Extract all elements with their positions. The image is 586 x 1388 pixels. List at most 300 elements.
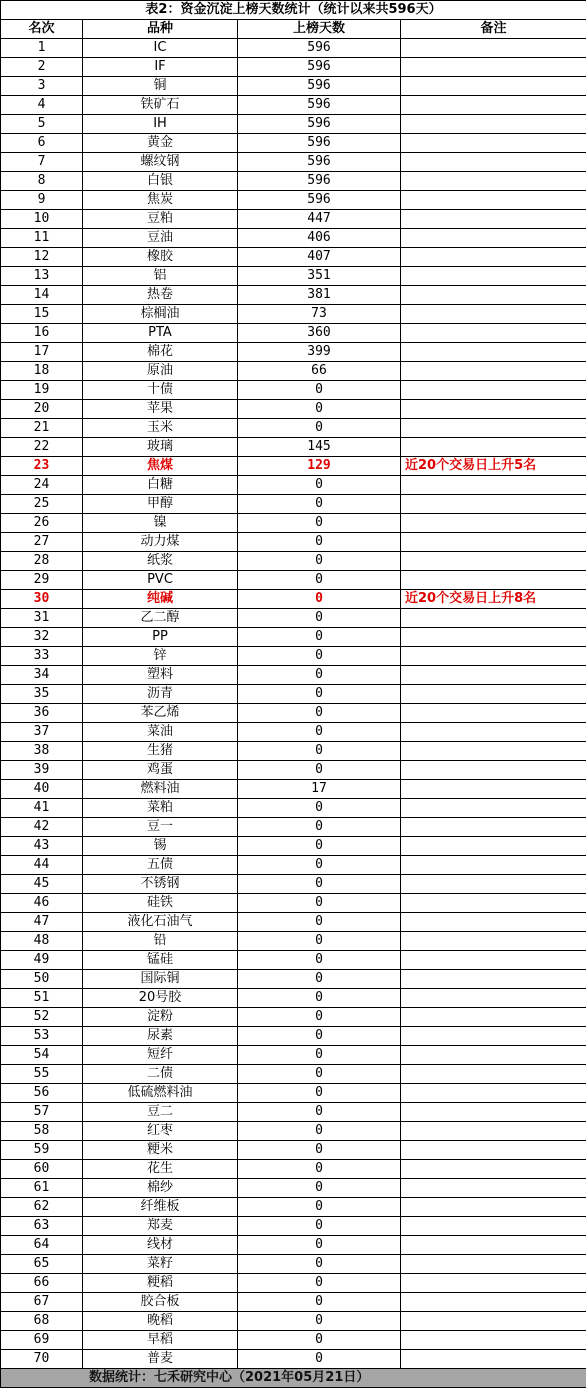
days-cell: 0: [238, 723, 401, 742]
table-row: [1, 514, 586, 533]
days-cell: 0: [238, 1350, 401, 1369]
note-cell: [401, 286, 586, 305]
rank-cell: 8: [1, 172, 83, 191]
table-row: [1, 685, 586, 704]
rank-cell: 43: [1, 837, 83, 856]
table-row: [1, 970, 586, 989]
header-variety: 品种: [83, 20, 238, 39]
table-row: [1, 1046, 586, 1065]
days-cell: 0: [238, 894, 401, 913]
variety-cell: 原油: [83, 362, 238, 381]
table-row: [1, 571, 586, 590]
note-cell: [401, 1027, 586, 1046]
rank-cell: 16: [1, 324, 83, 343]
days-cell: 0: [238, 837, 401, 856]
note-cell: [401, 571, 586, 590]
variety-cell: 燃料油: [83, 780, 238, 799]
days-cell: 351: [238, 267, 401, 286]
note-cell: [401, 1141, 586, 1160]
variety-cell: 20号胶: [83, 989, 238, 1008]
rank-cell: 13: [1, 267, 83, 286]
variety-cell: 豆一: [83, 818, 238, 837]
table-row: [1, 552, 586, 571]
days-cell: 381: [238, 286, 401, 305]
days-cell: 0: [238, 1179, 401, 1198]
days-cell: 407: [238, 248, 401, 267]
variety-cell: PTA: [83, 324, 238, 343]
note-cell: [401, 552, 586, 571]
note-cell: [401, 685, 586, 704]
table-row: [1, 875, 586, 894]
footer-row: [1, 1369, 586, 1388]
table-row: [1, 153, 586, 172]
variety-cell: 菜籽: [83, 1255, 238, 1274]
note-cell: [401, 780, 586, 799]
note-cell: [401, 419, 586, 438]
days-cell: 596: [238, 115, 401, 134]
days-cell: 0: [238, 514, 401, 533]
rank-cell: 50: [1, 970, 83, 989]
note-cell: [401, 1331, 586, 1350]
days-cell: 0: [238, 913, 401, 932]
rank-cell: 59: [1, 1141, 83, 1160]
days-cell: 0: [238, 970, 401, 989]
rank-cell: 23: [1, 457, 83, 476]
rank-cell: 27: [1, 533, 83, 552]
rank-cell: 20: [1, 400, 83, 419]
rank-cell: 15: [1, 305, 83, 324]
variety-cell: PP: [83, 628, 238, 647]
days-cell: 17: [238, 780, 401, 799]
table-row: [1, 58, 586, 77]
rank-cell: 49: [1, 951, 83, 970]
days-cell: 596: [238, 134, 401, 153]
days-cell: 0: [238, 989, 401, 1008]
table-row: [1, 590, 586, 609]
rank-cell: 33: [1, 647, 83, 666]
rank-cell: 64: [1, 1236, 83, 1255]
note-cell: [401, 58, 586, 77]
variety-cell: 菜粕: [83, 799, 238, 818]
note-cell: [401, 1084, 586, 1103]
days-cell: 0: [238, 1027, 401, 1046]
note-cell: [401, 894, 586, 913]
table-row: [1, 267, 586, 286]
rank-cell: 58: [1, 1122, 83, 1141]
table-row: [1, 476, 586, 495]
rank-cell: 10: [1, 210, 83, 229]
variety-cell: 线材: [83, 1236, 238, 1255]
days-cell: 596: [238, 153, 401, 172]
rank-cell: 56: [1, 1084, 83, 1103]
variety-cell: 胶合板: [83, 1293, 238, 1312]
variety-cell: 橡胶: [83, 248, 238, 267]
days-cell: 0: [238, 761, 401, 780]
rank-cell: 66: [1, 1274, 83, 1293]
note-cell: [401, 343, 586, 362]
days-cell: 0: [238, 1084, 401, 1103]
rank-cell: 7: [1, 153, 83, 172]
variety-cell: 纸浆: [83, 552, 238, 571]
variety-cell: 黄金: [83, 134, 238, 153]
variety-cell: 白银: [83, 172, 238, 191]
rank-cell: 63: [1, 1217, 83, 1236]
variety-cell: 镍: [83, 514, 238, 533]
rank-cell: 29: [1, 571, 83, 590]
note-cell: [401, 1103, 586, 1122]
rank-cell: 17: [1, 343, 83, 362]
days-cell: 596: [238, 77, 401, 96]
table-row: [1, 362, 586, 381]
variety-cell: 锰硅: [83, 951, 238, 970]
variety-cell: 苹果: [83, 400, 238, 419]
note-cell: [401, 666, 586, 685]
table-row: [1, 609, 586, 628]
days-cell: 0: [238, 400, 401, 419]
table-row: [1, 1255, 586, 1274]
rank-cell: 61: [1, 1179, 83, 1198]
note-cell: [401, 1312, 586, 1331]
rank-cell: 62: [1, 1198, 83, 1217]
days-cell: 0: [238, 476, 401, 495]
note-cell: [401, 609, 586, 628]
note-cell: [401, 1160, 586, 1179]
variety-cell: 生猪: [83, 742, 238, 761]
note-cell: [401, 514, 586, 533]
rank-cell: 19: [1, 381, 83, 400]
rank-cell: 67: [1, 1293, 83, 1312]
note-cell: [401, 818, 586, 837]
variety-cell: 豆二: [83, 1103, 238, 1122]
days-cell: 0: [238, 666, 401, 685]
variety-cell: 棕榈油: [83, 305, 238, 324]
note-cell: [401, 1008, 586, 1027]
variety-cell: 锡: [83, 837, 238, 856]
note-cell: [401, 1236, 586, 1255]
days-cell: 0: [238, 1312, 401, 1331]
note-cell: [401, 1122, 586, 1141]
rank-cell: 48: [1, 932, 83, 951]
table-row: [1, 1179, 586, 1198]
table-row: [1, 818, 586, 837]
table-row: [1, 1141, 586, 1160]
note-cell: [401, 761, 586, 780]
table-row: [1, 780, 586, 799]
note-cell: [401, 267, 586, 286]
variety-cell: 菜油: [83, 723, 238, 742]
note-cell: [401, 115, 586, 134]
note-cell: [401, 723, 586, 742]
note-cell: [401, 742, 586, 761]
note-cell: [401, 438, 586, 457]
note-cell: [401, 875, 586, 894]
rank-cell: 46: [1, 894, 83, 913]
rank-cell: 36: [1, 704, 83, 723]
note-cell: [401, 172, 586, 191]
rank-cell: 9: [1, 191, 83, 210]
table-row: [1, 1293, 586, 1312]
days-cell: 447: [238, 210, 401, 229]
variety-cell: 豆粕: [83, 210, 238, 229]
note-cell: [401, 1255, 586, 1274]
variety-cell: 十债: [83, 381, 238, 400]
table-row: [1, 210, 586, 229]
table-row: [1, 1160, 586, 1179]
rank-cell: 18: [1, 362, 83, 381]
note-cell: [401, 1217, 586, 1236]
table-row: [1, 856, 586, 875]
variety-cell: 短纤: [83, 1046, 238, 1065]
variety-cell: 棉纱: [83, 1179, 238, 1198]
variety-cell: 螺纹钢: [83, 153, 238, 172]
table-row: [1, 894, 586, 913]
rank-cell: 57: [1, 1103, 83, 1122]
variety-cell: IF: [83, 58, 238, 77]
table-row: [1, 191, 586, 210]
note-cell: [401, 628, 586, 647]
days-cell: 0: [238, 1065, 401, 1084]
note-cell: [401, 495, 586, 514]
variety-cell: 焦炭: [83, 191, 238, 210]
variety-cell: 液化石油气: [83, 913, 238, 932]
table-row: [1, 96, 586, 115]
note-cell: [401, 913, 586, 932]
table-row: [1, 704, 586, 723]
note-cell: 近20个交易日上升5名: [401, 457, 586, 476]
table-row: [1, 951, 586, 970]
note-cell: 近20个交易日上升8名: [401, 590, 586, 609]
header-days: 上榜天数: [238, 20, 401, 39]
days-cell: 0: [238, 932, 401, 951]
note-cell: [401, 1274, 586, 1293]
variety-cell: 五债: [83, 856, 238, 875]
days-cell: 129: [238, 457, 401, 476]
table-body: [1, 1, 586, 1369]
table-row: [1, 1236, 586, 1255]
days-cell: 596: [238, 39, 401, 58]
variety-cell: IC: [83, 39, 238, 58]
variety-cell: 铜: [83, 77, 238, 96]
days-cell: 360: [238, 324, 401, 343]
note-cell: [401, 647, 586, 666]
note-cell: [401, 96, 586, 115]
days-cell: 0: [238, 1293, 401, 1312]
rank-cell: 47: [1, 913, 83, 932]
variety-cell: 淀粉: [83, 1008, 238, 1027]
days-cell: 0: [238, 1274, 401, 1293]
variety-cell: 晚稻: [83, 1312, 238, 1331]
variety-cell: 普麦: [83, 1350, 238, 1369]
rank-cell: 12: [1, 248, 83, 267]
days-cell: 0: [238, 1217, 401, 1236]
variety-cell: 粳米: [83, 1141, 238, 1160]
table-row: [1, 837, 586, 856]
variety-cell: 铅: [83, 932, 238, 951]
table-row: [1, 628, 586, 647]
table-row: [1, 989, 586, 1008]
variety-cell: 郑麦: [83, 1217, 238, 1236]
table-row: [1, 419, 586, 438]
table-row: [1, 1198, 586, 1217]
note-cell: [401, 248, 586, 267]
rank-cell: 14: [1, 286, 83, 305]
variety-cell: 白糖: [83, 476, 238, 495]
table-row: [1, 248, 586, 267]
note-cell: [401, 1046, 586, 1065]
variety-cell: 甲醇: [83, 495, 238, 514]
note-cell: [401, 362, 586, 381]
table-row: [1, 1122, 586, 1141]
rank-cell: 34: [1, 666, 83, 685]
rank-cell: 5: [1, 115, 83, 134]
days-cell: 0: [238, 628, 401, 647]
variety-cell: 纤维板: [83, 1198, 238, 1217]
rank-cell: 53: [1, 1027, 83, 1046]
days-cell: 399: [238, 343, 401, 362]
note-cell: [401, 837, 586, 856]
days-cell: 406: [238, 229, 401, 248]
variety-cell: 铁矿石: [83, 96, 238, 115]
table-row: [1, 1065, 586, 1084]
table-row: [1, 932, 586, 951]
table-title: 表2：资金沉淀上榜天数统计（统计以来共596天）: [1, 1, 586, 20]
note-cell: [401, 1293, 586, 1312]
table-row: [1, 1084, 586, 1103]
rank-cell: 45: [1, 875, 83, 894]
note-cell: [401, 476, 586, 495]
rank-cell: 1: [1, 39, 83, 58]
days-cell: 0: [238, 856, 401, 875]
table-row: [1, 742, 586, 761]
days-cell: 596: [238, 58, 401, 77]
days-cell: 0: [238, 799, 401, 818]
table-row: [1, 438, 586, 457]
days-cell: 0: [238, 1141, 401, 1160]
variety-cell: 早稻: [83, 1331, 238, 1350]
variety-cell: 国际铜: [83, 970, 238, 989]
rank-cell: 55: [1, 1065, 83, 1084]
table-row: [1, 229, 586, 248]
note-cell: [401, 932, 586, 951]
table-row: [1, 115, 586, 134]
rank-cell: 4: [1, 96, 83, 115]
table-row: [1, 134, 586, 153]
table-row: [1, 324, 586, 343]
note-cell: [401, 1065, 586, 1084]
variety-cell: 不锈钢: [83, 875, 238, 894]
rank-cell: 38: [1, 742, 83, 761]
variety-cell: 铝: [83, 267, 238, 286]
table-row: [1, 305, 586, 324]
rank-cell: 51: [1, 989, 83, 1008]
days-cell: 0: [238, 1198, 401, 1217]
note-cell: [401, 989, 586, 1008]
days-cell: 0: [238, 1255, 401, 1274]
table-row: [1, 1312, 586, 1331]
table-row: [1, 913, 586, 932]
days-cell: 0: [238, 1160, 401, 1179]
rank-cell: 25: [1, 495, 83, 514]
rank-cell: 26: [1, 514, 83, 533]
rank-cell: 70: [1, 1350, 83, 1369]
days-cell: 145: [238, 438, 401, 457]
rank-cell: 28: [1, 552, 83, 571]
table-row: [1, 1274, 586, 1293]
days-cell: 0: [238, 647, 401, 666]
note-cell: [401, 970, 586, 989]
days-cell: 0: [238, 552, 401, 571]
data-source-footer: 数据统计：七禾研究中心（2021年05月21日）: [1, 1369, 586, 1388]
rank-cell: 24: [1, 476, 83, 495]
rank-cell: 65: [1, 1255, 83, 1274]
note-cell: [401, 1179, 586, 1198]
days-cell: 0: [238, 571, 401, 590]
variety-cell: 二债: [83, 1065, 238, 1084]
rank-cell: 60: [1, 1160, 83, 1179]
variety-cell: 低硫燃料油: [83, 1084, 238, 1103]
note-cell: [401, 77, 586, 96]
variety-cell: 焦煤: [83, 457, 238, 476]
rank-cell: 2: [1, 58, 83, 77]
variety-cell: 花生: [83, 1160, 238, 1179]
variety-cell: 塑料: [83, 666, 238, 685]
note-cell: [401, 153, 586, 172]
header-rank: 名次: [1, 20, 83, 39]
variety-cell: 棉花: [83, 343, 238, 362]
days-cell: 0: [238, 1103, 401, 1122]
variety-cell: 红枣: [83, 1122, 238, 1141]
note-cell: [401, 191, 586, 210]
days-cell: 0: [238, 419, 401, 438]
note-cell: [401, 1198, 586, 1217]
rank-cell: 3: [1, 77, 83, 96]
variety-cell: 动力煤: [83, 533, 238, 552]
table-row: [1, 533, 586, 552]
days-cell: 0: [238, 1236, 401, 1255]
variety-cell: 玻璃: [83, 438, 238, 457]
variety-cell: 硅铁: [83, 894, 238, 913]
days-cell: 0: [238, 951, 401, 970]
rank-cell: 35: [1, 685, 83, 704]
days-cell: 0: [238, 533, 401, 552]
days-cell: 0: [238, 1008, 401, 1027]
rank-cell: 52: [1, 1008, 83, 1027]
table-row: [1, 666, 586, 685]
note-cell: [401, 856, 586, 875]
note-cell: [401, 324, 586, 343]
note-cell: [401, 305, 586, 324]
table-row: [1, 400, 586, 419]
rank-cell: 54: [1, 1046, 83, 1065]
days-cell: 66: [238, 362, 401, 381]
rank-cell: 39: [1, 761, 83, 780]
table-row: [1, 1331, 586, 1350]
table-row: [1, 1008, 586, 1027]
variety-cell: 锌: [83, 647, 238, 666]
note-cell: [401, 799, 586, 818]
rank-cell: 6: [1, 134, 83, 153]
table-row: [1, 799, 586, 818]
days-cell: 0: [238, 685, 401, 704]
days-cell: 0: [238, 495, 401, 514]
days-cell: 596: [238, 191, 401, 210]
days-cell: 0: [238, 818, 401, 837]
table-row: [1, 723, 586, 742]
rank-cell: 22: [1, 438, 83, 457]
days-cell: 0: [238, 609, 401, 628]
note-cell: [401, 704, 586, 723]
table-row: [1, 761, 586, 780]
